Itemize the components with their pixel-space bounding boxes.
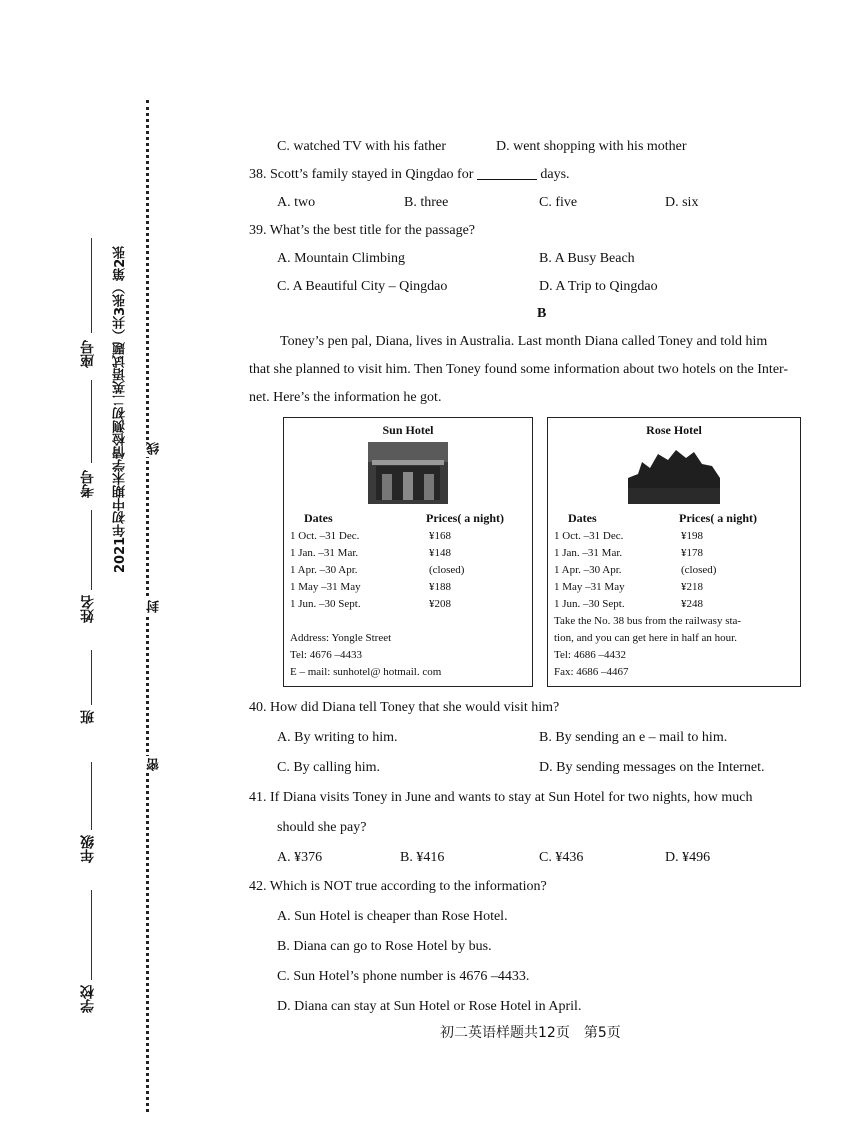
q39-option-c: C. A Beautiful City – Qingdao <box>277 279 448 294</box>
q38-option-d: D. six <box>665 195 699 210</box>
q37-option-c: C. watched TV with his father <box>277 139 447 154</box>
sun-hotel-tel: Tel: 4676 –4433 <box>290 649 362 661</box>
sun-row-dates: 1 Oct. –31 Dec. <box>290 530 360 542</box>
q39-stem: 39. What’s the best title for the passage? <box>249 223 476 238</box>
q38-option-b: B. three <box>404 195 449 210</box>
class-label: 班 <box>80 710 96 724</box>
q41-option-d: D. ¥496 <box>665 850 711 865</box>
sun-row-price: ¥148 <box>429 547 451 559</box>
rose-row-price: ¥248 <box>681 598 703 610</box>
passage-line-3: net. Here’s the information he got. <box>249 390 442 405</box>
school-label: 学校 <box>80 985 96 1013</box>
rose-row-dates: 1 May –31 May <box>554 581 625 593</box>
grade-field-line <box>91 762 92 830</box>
q40-option-a: A. By writing to him. <box>277 730 398 745</box>
q39-option-b: B. A Busy Beach <box>539 251 635 266</box>
exam-title-vertical: 2021年初中期末学情检测初二英语试题（共3张）第2张 <box>113 245 128 573</box>
sun-row-dates: 1 May –31 May <box>290 581 361 593</box>
q38-option-c: C. five <box>539 195 578 210</box>
rose-row-price: ¥198 <box>681 530 703 542</box>
q42-option-a: A. Sun Hotel is cheaper than Rose Hotel. <box>277 909 508 924</box>
q40-option-b: B. By sending an e – mail to him. <box>539 730 728 745</box>
sun-prices-header: Prices( a night) <box>426 511 504 525</box>
exam-no-label: 考号 <box>80 470 96 498</box>
rose-row-price: ¥178 <box>681 547 703 559</box>
q41-option-a: A. ¥376 <box>277 850 323 865</box>
q41-option-b: B. ¥416 <box>400 850 445 865</box>
sun-row-price: (closed) <box>429 564 465 576</box>
class-field-line <box>91 650 92 705</box>
school-field-line <box>91 890 92 980</box>
q42-option-b: B. Diana can go to Rose Hotel by bus. <box>277 939 492 954</box>
sun-hotel-name: Sun Hotel <box>382 423 434 437</box>
page-footer: 初二英语样题共12页 第5页 <box>440 1025 621 1041</box>
q38-stem <box>249 166 570 184</box>
q42-option-d: D. Diana can stay at Sun Hotel or Rose Hotel in April. <box>277 999 582 1014</box>
sun-row-dates: 1 Jun. –30 Sept. <box>290 598 361 610</box>
cut-word-mi: 密 <box>147 758 162 771</box>
q40-option-c: C. By calling him. <box>277 760 381 775</box>
sun-hotel-photo <box>368 442 448 504</box>
name-label: 姓名 <box>80 595 96 623</box>
grade-label: 年级 <box>80 835 96 863</box>
cut-word-xian: 线 <box>147 442 162 455</box>
rose-hotel-photo <box>628 444 720 504</box>
rose-hotel-fax: Fax: 4686 –4467 <box>554 666 629 678</box>
q37-option-d: D. went shopping with his mother <box>496 139 687 154</box>
section-heading: B <box>537 306 547 321</box>
rose-hotel-directions-1: Take the No. 38 bus from the railwasy sta- <box>554 615 742 627</box>
passage-line-1: Toney’s pen pal, Diana, lives in Australia. Last month Diana called Toney and told him <box>280 334 768 349</box>
rose-hotel-directions-2: tion, and you can get here in half an hour. <box>554 632 737 644</box>
rose-hotel-tel: Tel: 4686 –4432 <box>554 649 626 661</box>
sun-hotel-box <box>283 417 533 687</box>
sun-row-price: ¥168 <box>429 530 451 542</box>
q41-stem-line-1: 41. If Diana visits Toney in June and wants to stay at Sun Hotel for two nights, how much <box>249 790 753 805</box>
q38-answer-blank <box>477 179 537 180</box>
q40-option-d: D. By sending messages on the Internet. <box>539 760 765 775</box>
passage-line-2: that she planned to visit him. Then Toney found some information about two hotels on the Inter- <box>249 362 789 377</box>
sun-row-dates: 1 Jan. –31 Mar. <box>290 547 359 559</box>
rose-row-dates: 1 Jan. –31 Mar. <box>554 547 623 559</box>
name-field-line <box>91 510 92 590</box>
sun-hotel-address: Address: Yongle Street <box>290 632 392 644</box>
q38-stem-end: days. <box>540 167 570 182</box>
rose-prices-header: Prices( a night) <box>679 511 757 525</box>
sun-row-price: ¥188 <box>429 581 451 593</box>
q41-option-c: C. ¥436 <box>539 850 584 865</box>
rose-hotel-box <box>547 417 801 687</box>
q39-option-a: A. Mountain Climbing <box>277 251 405 266</box>
q40-stem: 40. How did Diana tell Toney that she would visit him? <box>249 700 560 715</box>
sun-hotel-email: E – mail: sunhotel@ hotmail. com <box>290 666 442 678</box>
seat-field-line <box>91 238 92 333</box>
rose-row-price: ¥218 <box>681 581 703 593</box>
rose-row-dates: 1 Oct. –31 Dec. <box>554 530 624 542</box>
rose-row-dates: 1 Apr. –30 Apr. <box>554 564 622 576</box>
rose-hotel-name: Rose Hotel <box>646 423 702 437</box>
exam-no-field-line <box>91 380 92 463</box>
q38-option-a: A. two <box>277 195 316 210</box>
sun-row-dates: 1 Apr. –30 Apr. <box>290 564 358 576</box>
q42-stem: 42. Which is NOT true according to the information? <box>249 879 547 894</box>
rose-row-price: (closed) <box>681 564 717 576</box>
rose-row-dates: 1 Jun. –30 Sept. <box>554 598 625 610</box>
sun-dates-header: Dates <box>304 511 333 525</box>
q38-stem-text: 38. Scott’s family stayed in Qingdao for <box>249 167 474 182</box>
sun-row-price: ¥208 <box>429 598 451 610</box>
rose-dates-header: Dates <box>568 511 597 525</box>
q41-stem-line-2: should she pay? <box>277 820 367 835</box>
q39-option-d: D. A Trip to Qingdao <box>539 279 658 294</box>
seat-label: 座号 <box>80 340 96 368</box>
q42-option-c: C. Sun Hotel’s phone number is 4676 –4433. <box>277 969 530 984</box>
cut-word-feng: 封 <box>147 600 162 613</box>
